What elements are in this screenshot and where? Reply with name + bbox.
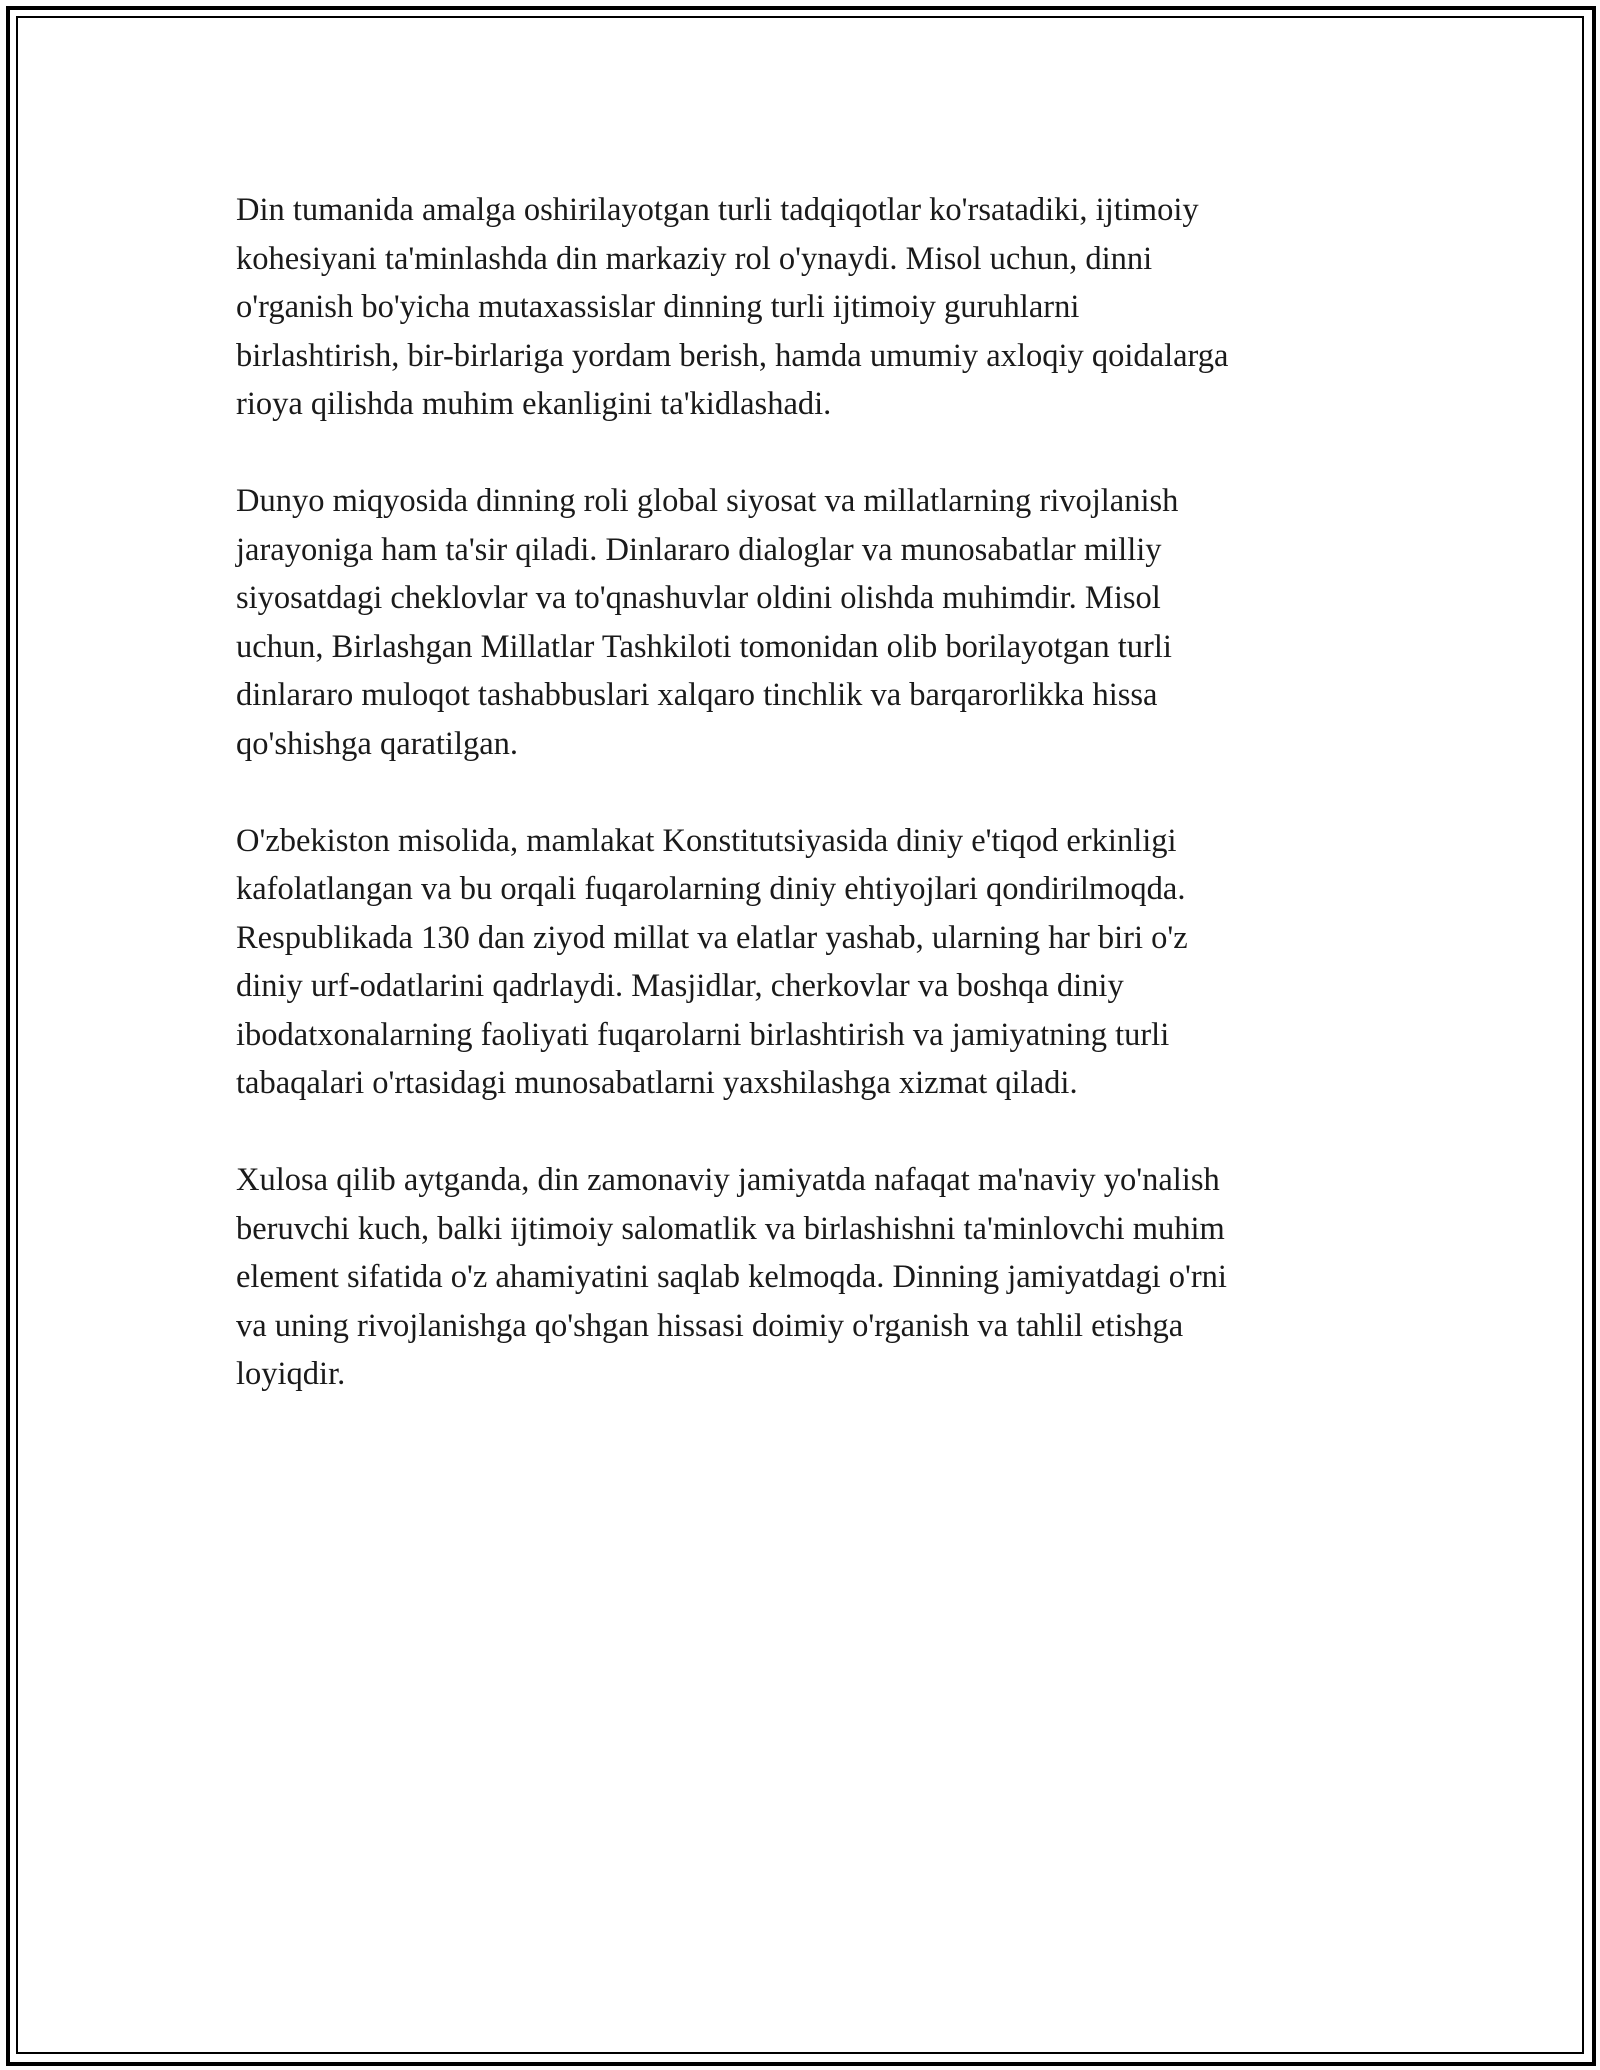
paragraph-2: Dunyo miqyosida dinning roli global siyosat va millatlarning rivojlanish jarayoniga ham ta'sir qiladi. Dinlararo dialoglar va munosabatlar milliy siyosatdagi cheklovlar va to'qnashuvlar oldini olishda muhimdir. Misol uchun, Birlashgan Millatlar Tashkiloti tomonidan olib borilayotgan turli dinlararo muloqot tashabbuslari xalqaro tinchlik va barqarorlikka hissa qo'shishga qaratilgan. [236, 483, 1179, 762]
document-body [236, 186, 1376, 1447]
paragraph-1: Din tumanida amalga oshirilayotgan turli tadqiqotlar ko'rsatadiki, ijtimoiy kohesiyani ta'minlashda din markaziy rol o'ynaydi. Misol uchun, dinni o'rganish bo'yicha mutaxassislar dinning turli ijtimoiy guruhlarni birlashtirish, bir-birlariga yordam berish, hamda umumiy axloqiy qoidalarga rioya qilishda muhim ekanligini ta'kidlashadi. [236, 192, 1229, 422]
paragraph-3: O'zbekiston misolida, mamlakat Konstitutsiyasida diniy e'tiqod erkinligi kafolatlangan va bu orqali fuqarolarning diniy ehtiyojlari qondirilmoqda. Respublikada 130 dan ziyod millat va elatlar yashab, ularning har biri o'z diniy urf-odatlarini qadrlaydi. Masjidlar, cherkovlar va boshqa diniy ibodatxonalarning faoliyati fuqarolarni birlashtirish va jamiyatning turli tabaqalari o'rtasidagi munosabatlarni yaxshilashga xizmat qiladi. [236, 822, 1188, 1101]
paragraph-4: Xulosa qilib aytganda, din zamonaviy jamiyatda nafaqat ma'naviy yo'nalish beruvchi kuch, balki ijtimoiy salomatlik va birlashishni ta'minlovchi muhim element sifatida o'z ahamiyatini saqlab kelmoqda. Dinning jamiyatdagi o'rni va uning rivojlanishga qo'shgan hissasi doimiy o'rganish va tahlil etishga loyiqdir. [236, 1162, 1227, 1392]
